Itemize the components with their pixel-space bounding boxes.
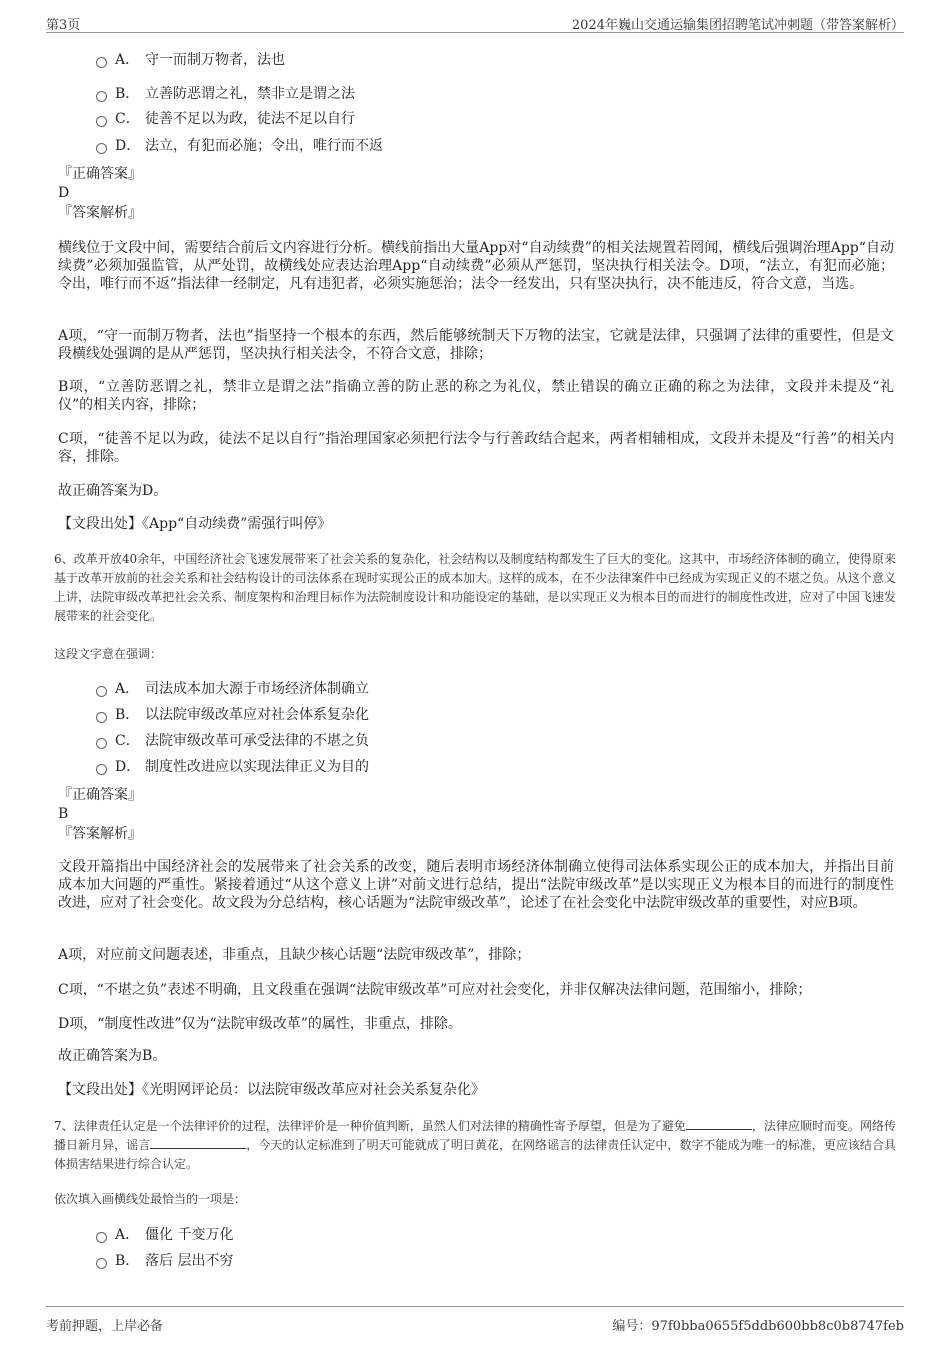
page-footer <box>46 1306 904 1335</box>
radio-icon[interactable] <box>96 116 107 127</box>
q6-option-a[interactable] <box>96 679 369 699</box>
q7-stem-part3: ，今天的认定标准到了明天可能就成了明日黄花，在网络谣言的法律责任认定中，数字不能成为唯一的标准，更应该结合具体损害结果进行综合认定。 <box>54 1138 896 1171</box>
q6-option-b[interactable] <box>96 705 369 725</box>
option-text: 徒善不足以为政，徒法不足以自行 <box>145 111 355 127</box>
option-letter: C． <box>115 111 140 127</box>
page-number: 第3页 <box>46 18 81 33</box>
option-letter: A． <box>115 52 140 68</box>
option-text: 法院审级改革可承受法律的不堪之负 <box>145 733 369 749</box>
q5-analysis-p4: C项，“徒善不足以为政，徒法不足以自行”指治理国家必须把行法令与行善政结合起来，两者相辅相成，文段并未提及“行善”的相关内容，排除。 <box>58 431 894 465</box>
q5-option-a[interactable] <box>96 50 285 70</box>
q6-answer: B <box>58 806 69 822</box>
q7-stem <box>54 1117 896 1174</box>
q7-stem-part1: 7、法律责任认定是一个法律评价的过程，法律评价是一种价值判断，虽然人们对法律的精确性寄予厚望，但是为了避免 <box>54 1119 686 1133</box>
q5-source: 【文段出处】《App“自动续费”需强行叫停》 <box>58 516 332 532</box>
option-letter: B． <box>115 1253 140 1269</box>
option-text: 落后 层出不穷 <box>145 1253 234 1269</box>
q6-answer-label: 『正确答案』 <box>58 787 142 803</box>
q6-stem: 6、改革开放40余年，中国经济社会飞速发展带来了社会关系的复杂化，社会结构以及制度结构都发生了巨大的变化。这其中，市场经济体制的确立，使得原来基于改革开放前的社会关系和社会结构设计的司法体系在现时实现公正的成本加大。这样的成本，在不少法律案件中已经成为实现正义的不堪之负。从这个意义上讲，法院审级改革把社会关系、制度架构和治理目标作为法院制度设计和功能设定的基础，是以实现正义为根本目的而进行的制度性改进，应对了中国飞速发展带来的社会变化。 <box>54 552 896 623</box>
q6-prompt: 这段文字意在强调： <box>54 647 163 661</box>
q7-option-b[interactable] <box>96 1251 233 1271</box>
option-letter: D． <box>115 759 141 775</box>
option-letter: B． <box>115 86 140 102</box>
radio-icon[interactable] <box>96 738 107 749</box>
option-letter: B． <box>115 707 140 723</box>
option-letter: C． <box>115 733 140 749</box>
radio-icon[interactable] <box>96 764 107 775</box>
q5-answer: D <box>58 185 70 201</box>
q5-analysis-p5: 故正确答案为D。 <box>58 483 168 499</box>
option-text: 司法成本加大源于市场经济体制确立 <box>145 681 369 697</box>
radio-icon[interactable] <box>96 91 107 102</box>
q6-analysis-p4: D项，“制度性改进”仅为“法院审级改革”的属性，非重点，排除。 <box>58 1016 462 1032</box>
footer-slogan: 考前押题，上岸必备 <box>46 1319 164 1334</box>
radio-icon[interactable] <box>96 712 107 723</box>
option-text: 法立，有犯而必施；令出，唯行而不返 <box>145 138 383 154</box>
q7-blank-2 <box>150 1136 246 1149</box>
option-text: 以法院审级改革应对社会体系复杂化 <box>145 707 369 723</box>
option-text: 制度性改进应以实现法律正义为目的 <box>145 759 369 775</box>
radio-icon[interactable] <box>96 143 107 154</box>
page-header <box>46 8 904 33</box>
q7-prompt: 依次填入画横线处最恰当的一项是： <box>54 1192 247 1206</box>
q5-option-b[interactable] <box>96 84 355 104</box>
q6-analysis-p3: C项，“不堪之负”表述不明确，且文段重在强调“法院审级改革”可应对社会变化，并非仅解决法律问题，范围缩小，排除； <box>58 982 812 998</box>
q5-option-c[interactable] <box>96 109 355 129</box>
document-code: 编号：97f0bba0655f5ddb600bb8c0b8747feb <box>612 1319 904 1334</box>
q5-analysis-p3: B项，“立善防恶谓之礼，禁非立是谓之法”指确立善的防止恶的称之为礼仪，禁止错误的确立正确的称之为法律，文段并未提及“礼仪”的相关内容，排除； <box>58 379 894 413</box>
option-letter: A． <box>115 1227 140 1243</box>
q5-analysis-p2: A项，“守一而制万物者，法也”指坚持一个根本的东西，然后能够统制天下万物的法宝，它就是法律，只强调了法律的重要性，但是文段横线处强调的是从严惩罚，坚决执行相关法令，不符合文意，排除； <box>58 328 894 362</box>
q6-option-c[interactable] <box>96 731 369 751</box>
q7-blank-1 <box>686 1117 752 1130</box>
q6-analysis-p2: A项，对应前文问题表述，非重点，且缺少核心话题“法院审级改革”，排除； <box>58 947 531 963</box>
q6-analysis-p1: 文段开篇指出中国经济社会的发展带来了社会关系的改变，随后表明市场经济体制确立使得司法体系实现公正的成本加大，并指出目前成本加大问题的严重性。紧接着通过“从这个意义上讲”对前文进行总结，提出“法院审级改革”是以实现正义为根本目的而进行的制度性改进，应对了社会变化。故文段为分总结构，核心话题为“法院审级改革”，论述了在社会变化中法院审级改革的重要性，对应B项。 <box>58 859 894 911</box>
radio-icon[interactable] <box>96 57 107 68</box>
radio-icon[interactable] <box>96 1232 107 1243</box>
document-title: 2024年巍山交通运输集团招聘笔试冲刺题（带答案解析） <box>571 18 904 33</box>
q5-analysis-label: 『答案解析』 <box>58 205 142 221</box>
q5-analysis-p1: 横线位于文段中间，需要结合前后文内容进行分析。横线前指出大量App对“自动续费”的相关法规置若罔闻，横线后强调治理App“自动续费”必须加强监管，从严处罚，故横线处应表达治理App“自动续费”必须从严惩罚，坚决执行相关法令。D项，“法立，有犯而必施；令出，唯行而不返”指法律一经制定，凡有违犯者，必须实施惩治；法令一经发出，只有坚决执行，决不能违反，符合文意，当选。 <box>58 240 894 292</box>
radio-icon[interactable] <box>96 686 107 697</box>
q6-option-d[interactable] <box>96 757 369 777</box>
option-text: 立善防恶谓之礼，禁非立是谓之法 <box>145 86 355 102</box>
option-letter: A． <box>115 681 140 697</box>
q5-answer-label: 『正确答案』 <box>58 166 142 182</box>
q7-option-a[interactable] <box>96 1225 233 1245</box>
q6-source: 【文段出处】《光明网评论员：以法院审级改革应对社会关系复杂化》 <box>58 1082 485 1098</box>
q6-analysis-p5: 故正确答案为B。 <box>58 1048 167 1064</box>
q7-stem-part2: ，法律应顺时而变。网络传播日新月异，谣言 <box>54 1119 896 1152</box>
option-letter: D． <box>115 138 141 154</box>
radio-icon[interactable] <box>96 1258 107 1269</box>
q5-option-d[interactable] <box>96 136 383 156</box>
option-text: 僵化 千变万化 <box>145 1227 234 1243</box>
q6-analysis-label: 『答案解析』 <box>58 826 142 842</box>
option-text: 守一而制万物者，法也 <box>145 52 285 68</box>
